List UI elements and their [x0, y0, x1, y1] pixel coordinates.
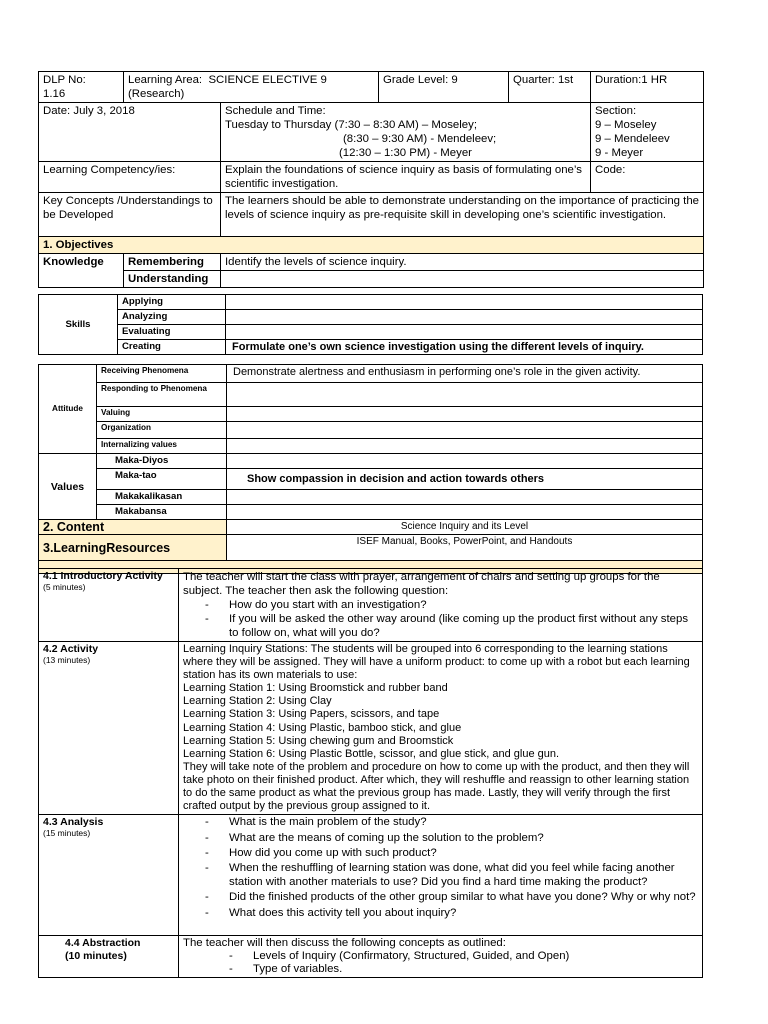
learning-area: [124, 72, 379, 103]
analysis-body: [179, 815, 703, 936]
section-1: 9 – Moseley: [595, 119, 657, 131]
analysis-question-5: - Did the finished products of the other group similar to what have you done? Why or why not?: [205, 891, 698, 904]
schedule-line-1: Tuesday to Thursday (7:30 – 8:30 AM) – Moseley;: [225, 119, 477, 131]
activity-text: Learning Inquiry Stations: The students will be grouped into 6 corresponding to the learning stations where they will be assigned. They will have a uniform product: to come up with a robot but each learning station has its own materials to use:: [183, 643, 690, 682]
learning-area-label: Learning Area:: [128, 74, 203, 86]
attitude-values-table: [38, 364, 703, 574]
duration: Duration:1 HR: [591, 72, 704, 103]
key-concepts-label: Key Concepts /Understandings to be Developed: [39, 193, 221, 237]
valuing-label: Valuing: [97, 407, 227, 422]
knowledge-label: Knowledge: [39, 254, 124, 288]
analysis-question-4: - When the reshuffling of learning station was done, what did you feel while facing another station with another materials to use? Did you find a hard time making the product?: [205, 862, 698, 889]
abstraction-time: (10 minutes): [65, 950, 127, 963]
receiving-label: Receiving Phenomena: [97, 365, 227, 383]
internalizing-label: Internalizing values: [97, 439, 227, 454]
applying-label: Applying: [118, 295, 226, 310]
abstraction-item-2: - Type of variables.: [229, 963, 698, 976]
key-concepts-value: The learners should be able to demonstrate understanding on the importance of practicing the levels of science inquiry as pre-requisite skill in developing one’s scientific investigation.: [221, 193, 704, 237]
receiving-value: Demonstrate alertness and enthusiasm in performing one’s role in the given activity.: [227, 365, 703, 383]
resources-value: ISEF Manual, Books, PowerPoint, and Handouts: [227, 535, 703, 561]
intro-questions: [183, 598, 698, 640]
skills-table: [38, 294, 703, 355]
remembering-label: Remembering: [124, 254, 221, 271]
abstraction-text: The teacher will then discuss the following concepts as outlined:: [183, 937, 506, 950]
applying-value: [226, 295, 703, 310]
analysis-question-3: - How did you come up with such product?: [205, 847, 698, 860]
maka-tao-label: Maka-tao: [97, 469, 227, 490]
attitude-label: Attitude: [39, 365, 97, 454]
analysis-question-2: - What are the means of coming up the solution to the problem?: [205, 832, 698, 845]
values-label: Values: [39, 454, 97, 520]
intro-question-2: - If you will be asked the other way around (like coming up the product first without any steps to follow on, what will you do?: [205, 612, 698, 640]
makakalikasan-label: Makakalikasan: [97, 490, 227, 505]
activity-title: 4.2 Activity: [43, 643, 99, 655]
maka-tao-value: Show compassion in decision and action towards others: [227, 469, 703, 490]
section-label: Section:: [595, 105, 637, 117]
schedule-line-2: (8:30 – 9:30 AM) - Mendeleev;: [343, 133, 497, 145]
remembering-value: Identify the levels of science inquiry.: [221, 254, 704, 271]
analysis-cell: [39, 815, 179, 936]
makabansa-label: Makabansa: [97, 505, 227, 520]
objectives-heading: 1. Objectives: [39, 237, 704, 254]
learning-area-value: SCIENCE ELECTIVE 9: [208, 74, 327, 86]
understanding-value: [221, 271, 704, 288]
maka-diyos-label: Maka-Diyos: [97, 454, 227, 469]
organization-label: Organization: [97, 422, 227, 439]
intro-title: 4.1 Introductory Activity: [43, 570, 163, 582]
analysis-questions: [183, 816, 698, 920]
abstraction-title: 4.4 Abstraction: [65, 937, 141, 950]
analyzing-value: [226, 310, 703, 325]
station-6: Learning Station 6: Using Plastic Bottle, scissor, and glue stick, and glue gun.: [183, 747, 560, 760]
abstraction-cell: [39, 936, 179, 978]
makakalikasan-value: [227, 490, 703, 505]
schedule-line-3: (12:30 – 1:30 PM) - Meyer: [339, 147, 472, 159]
content-value: Science Inquiry and its Level: [227, 520, 703, 535]
responding-value: [227, 383, 703, 407]
activity-body: [179, 642, 703, 815]
schedule: [221, 103, 591, 162]
procedure-table: [38, 568, 703, 978]
internalizing-value: [227, 439, 703, 454]
abstraction-item-1: - Levels of Inquiry (Confirmatory, Structured, Guided, and Open): [229, 950, 698, 963]
station-5: Learning Station 5: Using chewing gum and Broomstick: [183, 734, 454, 747]
makabansa-value: [227, 505, 703, 520]
activity-cell: [39, 642, 179, 815]
abstraction-list: [183, 950, 698, 976]
analysis-time: (15 minutes): [43, 828, 91, 839]
intro-text: The teacher will start the class with prayer, arrangement of chairs and setting up groups for the subject. The teacher then ask the following question:: [183, 571, 660, 597]
creating-label: Creating: [118, 340, 226, 355]
activity-end: They will take note of the problem and procedure on how to come up with the product, and then they will take photo on their finished product. After which, they will reshuffle and reassign to other learning station to do the same product as what the previous group has made. Lastly, they will verify through the first crafted output by the previous group assigned to it.: [183, 760, 690, 813]
quarter: Quarter: 1st: [509, 72, 591, 103]
section-2: 9 – Mendeleev: [595, 133, 670, 145]
content-label: 2. Content: [39, 520, 227, 535]
station-3: Learning Station 3: Using Papers, scissors, and tape: [183, 708, 440, 721]
evaluating-value: [226, 325, 703, 340]
header-table: [38, 71, 704, 288]
analysis-question-1: - What is the main problem of the study?: [205, 816, 698, 829]
organization-value: [227, 422, 703, 439]
code-label: Code:: [591, 162, 704, 193]
creating-value: Formulate one’s own science investigation using the different levels of inquiry.: [226, 340, 703, 355]
evaluating-label: Evaluating: [118, 325, 226, 340]
competency-value: Explain the foundations of science inquiry as basis of formulating one’s scientific investigation.: [221, 162, 591, 193]
resources-label: 3.LearningResources: [39, 535, 227, 561]
competency-label: Learning Competency/ies:: [39, 162, 221, 193]
abstraction-body: [179, 936, 703, 978]
section-3: 9 - Meyer: [595, 147, 644, 159]
maka-diyos-value: [227, 454, 703, 469]
schedule-label: Schedule and Time:: [225, 105, 326, 117]
intro-cell: [39, 569, 179, 642]
valuing-value: [227, 407, 703, 422]
skills-label: Skills: [39, 295, 118, 355]
activity-time: (13 minutes): [43, 655, 91, 665]
section: [591, 103, 704, 162]
station-4: Learning Station 4: Using Plastic, bamboo stick, and glue: [183, 721, 462, 734]
grade-level: Grade Level: 9: [379, 72, 509, 103]
understanding-label: Understanding: [124, 271, 221, 288]
date: Date: July 3, 2018: [39, 103, 221, 162]
analysis-question-6: - What does this activity tell you about inquiry?: [205, 907, 698, 920]
station-1: Learning Station 1: Using Broomstick and rubber band: [183, 682, 448, 695]
analyzing-label: Analyzing: [118, 310, 226, 325]
intro-question-1: - How do you start with an investigation?: [205, 598, 698, 612]
station-2: Learning Station 2: Using Clay: [183, 695, 332, 708]
learning-area-sub: (Research): [128, 88, 185, 100]
intro-time: (5 minutes): [43, 582, 86, 592]
analysis-title: 4.3 Analysis: [43, 816, 104, 829]
dlp-number: DLP No: 1.16: [39, 72, 124, 103]
intro-body: [179, 569, 703, 642]
responding-label: Responding to Phenomena: [97, 383, 227, 407]
